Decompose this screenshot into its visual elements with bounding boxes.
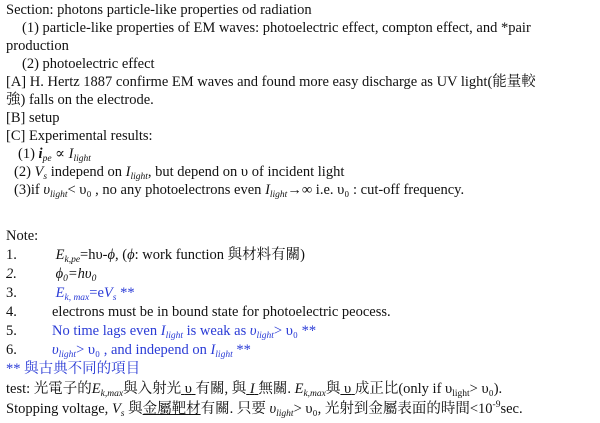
test-text-7: > υ₀). — [469, 381, 503, 397]
test-text-2: 與入射光 — [123, 381, 182, 397]
i-pe-symbol: $i_{pe}$ — [38, 146, 52, 164]
note-2-text-1: =hυ — [67, 266, 92, 282]
nu-underlined-2: υ — [344, 381, 352, 397]
part-a-line-2: 強) falls on the electrode. — [6, 92, 154, 108]
stopping-text-1: Stopping voltage, — [6, 401, 109, 417]
note-6-text-1: > υ₀ , and independ on — [76, 342, 207, 358]
phi-symbol-2: ϕ — [127, 247, 135, 263]
stopping-text-4: 有關. 只要 — [200, 401, 266, 417]
vs-symbol: $V_s$ — [34, 164, 48, 182]
result-2-text-1: independ on — [50, 164, 123, 180]
note-6-num: 6. — [6, 342, 17, 358]
note-title: Note: — [6, 228, 39, 244]
note-3-text-1: =e — [89, 285, 104, 301]
result-3-text-1: < υ₀ , no any photoelectrons even — [67, 182, 262, 198]
note-1-text-1: =hυ- — [80, 247, 108, 263]
i-light-symbol: $I_{light}$ — [265, 182, 288, 200]
note-2 — [6, 266, 96, 284]
phi-symbol: ϕ — [107, 247, 115, 263]
note-6 — [6, 342, 251, 360]
section-item-1-cont: production — [6, 38, 69, 54]
note-5-num: 5. — [6, 323, 17, 339]
test-text-3: 有關, 與 — [195, 381, 247, 397]
nu0-subscript: 0 — [91, 274, 97, 284]
note-1-text-3: : work function 與材料有關) — [134, 247, 305, 263]
note-5-text-1: No time lags even — [52, 323, 158, 339]
vs-symbol: $V_s$ — [103, 285, 117, 303]
result-1 — [18, 146, 91, 164]
note-1 — [6, 247, 305, 265]
test-line — [6, 381, 502, 399]
test-text-6: 成正比(only if υ — [354, 381, 453, 397]
ek-max-symbol: $E_{k,max}$ — [91, 381, 124, 399]
note-4-text: electrons must be in bound state for photoelectric peocess. — [52, 304, 391, 320]
stopping-text-5: > υ₀, 光射到金屬表面的時間<10 — [293, 401, 493, 417]
test-text-5: 與 — [325, 381, 341, 397]
i-light-symbol: $I_{light}$ — [125, 164, 148, 182]
ek-max-symbol: $E_{k, max}$ — [55, 285, 90, 303]
note-6-text-2: ** — [232, 342, 251, 358]
note-5-text-3: > υ₀ ** — [273, 323, 317, 339]
i-underlined: I — [249, 381, 255, 397]
stopping-voltage-line — [6, 401, 523, 419]
result-1-num: (1) — [18, 146, 35, 162]
stopping-text-6: sec. — [500, 401, 523, 417]
ek-max-symbol-2: $E_{k,max}$ — [294, 381, 326, 399]
nu-light-symbol: $\upsilon_{light}$ — [249, 323, 274, 341]
vs-symbol: $V_s$ — [111, 401, 125, 419]
result-3 — [14, 182, 464, 200]
i-light-symbol: $I_{light}$ — [210, 342, 233, 360]
part-c-title: [C] Experimental results: — [6, 128, 153, 144]
nu-light-symbol: $\upsilon_{light}$ — [43, 182, 68, 200]
result-2-num: (2) — [14, 164, 31, 180]
test-text-4: 無關. — [258, 381, 291, 397]
note-4 — [6, 304, 391, 322]
i-light-symbol: $I_{light}$ — [160, 323, 183, 341]
note-1-text-2: , ( — [115, 247, 128, 263]
section-title: Section: photons particle-like properties od radiation — [6, 2, 312, 18]
light-subscript: light — [452, 389, 470, 399]
section-item-2: (2) photoelectric effect — [22, 56, 155, 72]
section-item-1: (1) particle-like properties of EM waves: photoelectric effect, compton effect, and *pair — [22, 20, 531, 36]
note-2-num: 2. — [6, 266, 17, 282]
nu-light-symbol: $\upsilon_{light}$ — [269, 401, 294, 419]
note-5-text-2: is weak as — [186, 323, 247, 339]
part-a-line-1: [A] H. Hertz 1887 confirme EM waves and found more easy discharge as UV light(能量較 — [6, 74, 536, 90]
proportional-symbol: ∝ — [55, 146, 65, 162]
part-b: [B] setup — [6, 110, 60, 126]
exponent: -9 — [492, 400, 501, 411]
i-light-symbol: $I_{light}$ — [68, 146, 91, 164]
stopping-text-2: 與 — [128, 401, 143, 417]
note-5 — [6, 323, 316, 341]
note-footnote: ** 與古典不同的項目 — [6, 361, 141, 377]
metal-target-underlined: 金屬靶材 — [142, 401, 201, 417]
ek-pe-symbol: $E_{k,pe}$ — [55, 247, 81, 265]
note-3-num: 3. — [6, 285, 17, 301]
result-2-text-2: , but depend on υ of incident light — [147, 164, 345, 180]
nu-underlined: υ — [184, 381, 192, 397]
phi0-symbol: $\phi_0$ — [55, 266, 68, 284]
note-3 — [6, 285, 135, 303]
note-1-num: 1. — [6, 247, 17, 263]
test-text-1: test: 光電子的 — [6, 381, 92, 397]
note-3-text-2: ** — [116, 285, 135, 301]
result-3-text-2: →∞ i.e. υ₀ : cut-off frequency. — [287, 182, 465, 198]
result-3-num: (3)if — [14, 182, 40, 198]
note-4-num: 4. — [6, 304, 17, 320]
nu-light-symbol: $\upsilon_{light}$ — [52, 342, 77, 360]
result-2 — [14, 164, 344, 182]
